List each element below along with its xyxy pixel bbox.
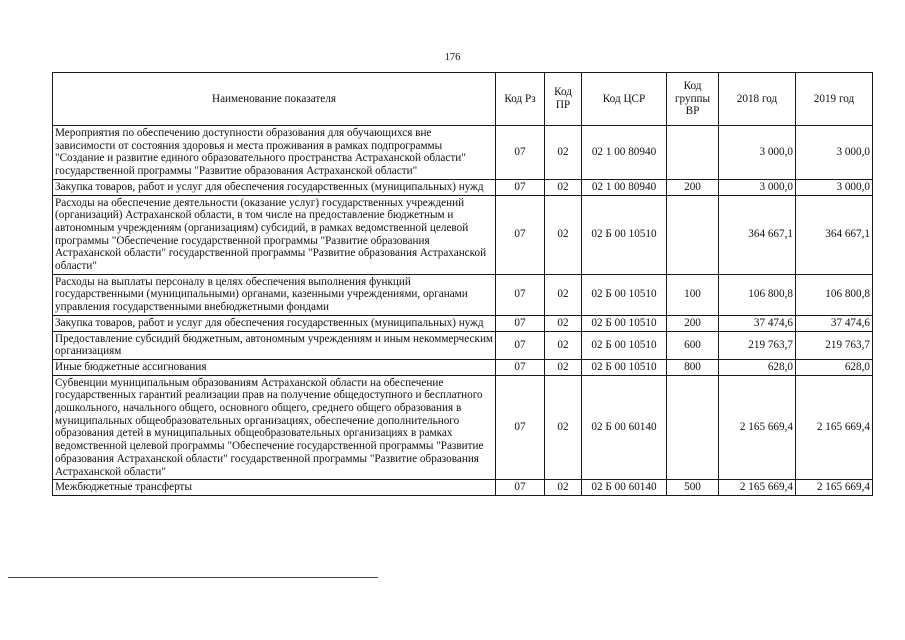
row-2019: 2 165 669,4	[796, 375, 873, 480]
table-row	[53, 331, 873, 359]
row-name: Предоставление субсидий бюджетным, автономным учреждениям и иным некоммерческим организациям	[53, 331, 496, 359]
row-2018: 106 800,8	[719, 274, 796, 315]
row-rz: 07	[496, 315, 545, 331]
row-csr: 02 Б 00 10510	[582, 315, 667, 331]
row-2019: 219 763,7	[796, 331, 873, 359]
row-pr: 02	[545, 126, 582, 180]
row-pr: 02	[545, 375, 582, 480]
table-header-row	[53, 73, 873, 126]
table-row	[53, 315, 873, 331]
row-pr: 02	[545, 179, 582, 195]
header-csr: Код ЦСР	[582, 73, 667, 126]
row-csr: 02 Б 00 10510	[582, 331, 667, 359]
row-rz: 07	[496, 126, 545, 180]
row-csr: 02 1 00 80940	[582, 126, 667, 180]
row-pr: 02	[545, 274, 582, 315]
row-csr: 02 Б 00 60140	[582, 480, 667, 496]
row-2019: 3 000,0	[796, 126, 873, 180]
row-name: Субвенции муниципальным образованиям Астраханской области на обеспечение государственных гарантий реализации прав на получение общедоступного и бесплатного дошкольного, начального общего, основного общего, среднего общего образования в муниципальных общеобразовательных организациях, обеспечение дополнительного образования детей в муниципальных общеобразовательных организациях в рамках ведомственной целевой программы "Обеспечение государственной программы "Развитие образования Астраханской области" государственной программы "Развитие образования Астраханской области"	[53, 375, 496, 480]
row-vr	[667, 375, 719, 480]
row-csr: 02 1 00 80940	[582, 179, 667, 195]
row-2019: 37 474,6	[796, 315, 873, 331]
row-pr: 02	[545, 480, 582, 496]
row-2019: 2 165 669,4	[796, 480, 873, 496]
row-name: Межбюджетные трансферты	[53, 480, 496, 496]
row-rz: 07	[496, 375, 545, 480]
header-2019: 2019 год	[796, 73, 873, 126]
row-vr: 500	[667, 480, 719, 496]
row-vr: 600	[667, 331, 719, 359]
row-pr: 02	[545, 359, 582, 375]
header-pr: Код ПР	[545, 73, 582, 126]
table-row	[53, 179, 873, 195]
row-rz: 07	[496, 359, 545, 375]
row-vr: 200	[667, 315, 719, 331]
row-name: Мероприятия по обеспечению доступности образования для обучающихся вне зависимости от состояния здоровья и места проживания в рамках подпрограммы "Создание и развитие единого образовательного пространства Астраханской области" государственной программы "Развитие образования Астраханской области"	[53, 126, 496, 180]
row-name: Расходы на обеспечение деятельности (оказание услуг) государственных учреждений (организаций) Астраханской области, в том числе на предоставление бюджетным и автономным учреждениям (организациям) субсидий, в рамках ведомственной целевой программы "Обеспечение государственной программы "Развитие образования Астраханской области" государственной программы "Развитие образования Астраханской области"	[53, 195, 496, 274]
row-2018: 3 000,0	[719, 179, 796, 195]
table-row	[53, 359, 873, 375]
row-2018: 3 000,0	[719, 126, 796, 180]
row-2018: 219 763,7	[719, 331, 796, 359]
table-row	[53, 480, 873, 496]
row-vr: 100	[667, 274, 719, 315]
row-2019: 106 800,8	[796, 274, 873, 315]
row-vr	[667, 126, 719, 180]
row-csr: 02 Б 00 10510	[582, 274, 667, 315]
table-row	[53, 195, 873, 274]
row-pr: 02	[545, 331, 582, 359]
row-rz: 07	[496, 480, 545, 496]
row-2019: 3 000,0	[796, 179, 873, 195]
row-csr: 02 Б 00 10510	[582, 359, 667, 375]
row-2018: 628,0	[719, 359, 796, 375]
row-pr: 02	[545, 195, 582, 274]
cut-line-divider	[8, 577, 378, 578]
row-name: Закупка товаров, работ и услуг для обеспечения государственных (муниципальных) нужд	[53, 179, 496, 195]
row-2018: 2 165 669,4	[719, 480, 796, 496]
header-vr: Код группы ВР	[667, 73, 719, 126]
row-rz: 07	[496, 274, 545, 315]
row-rz: 07	[496, 179, 545, 195]
row-2018: 2 165 669,4	[719, 375, 796, 480]
row-2018: 37 474,6	[719, 315, 796, 331]
row-vr: 200	[667, 179, 719, 195]
row-2019: 628,0	[796, 359, 873, 375]
row-csr: 02 Б 00 10510	[582, 195, 667, 274]
row-vr	[667, 195, 719, 274]
header-name: Наименование показателя	[53, 73, 496, 126]
page-number: 176	[444, 52, 461, 63]
row-2018: 364 667,1	[719, 195, 796, 274]
row-name: Иные бюджетные ассигнования	[53, 359, 496, 375]
row-vr: 800	[667, 359, 719, 375]
row-name: Расходы на выплаты персоналу в целях обеспечения выполнения функций государственными (муниципальными) органами, казенными учреждениями, органами управления государственными внебюджетными фондами	[53, 274, 496, 315]
row-csr: 02 Б 00 60140	[582, 375, 667, 480]
row-2019: 364 667,1	[796, 195, 873, 274]
row-pr: 02	[545, 315, 582, 331]
table-row	[53, 274, 873, 315]
table-row	[53, 375, 873, 480]
header-2018: 2018 год	[719, 73, 796, 126]
budget-table	[52, 72, 873, 496]
header-rz: Код Рз	[496, 73, 545, 126]
row-rz: 07	[496, 331, 545, 359]
row-rz: 07	[496, 195, 545, 274]
row-name: Закупка товаров, работ и услуг для обеспечения государственных (муниципальных) нужд	[53, 315, 496, 331]
table-row	[53, 126, 873, 180]
